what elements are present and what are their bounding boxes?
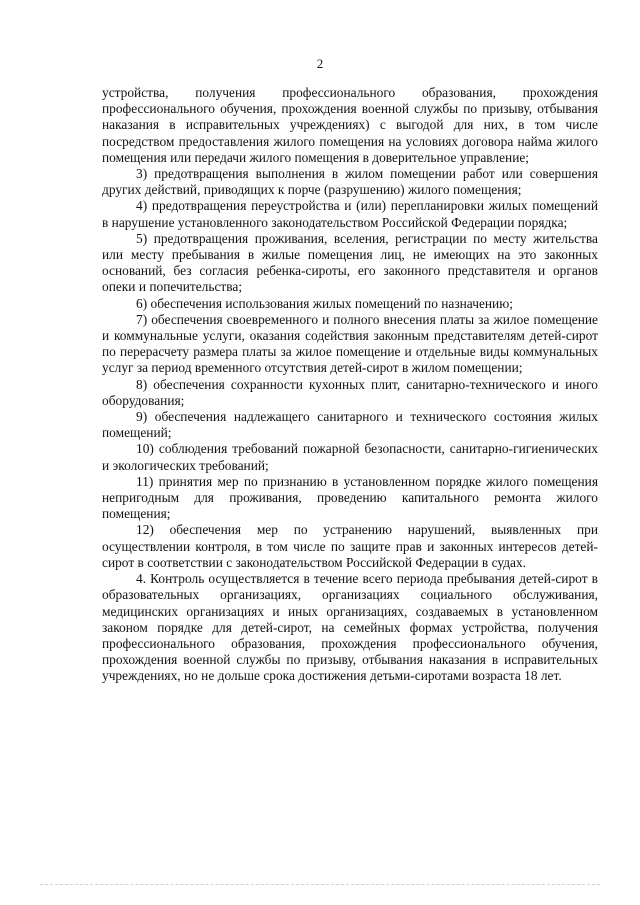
page-number: 2 <box>316 56 324 71</box>
scan-edge-line <box>40 884 600 885</box>
paragraph-item-7: 7) обеспечения своевременного и полного внесения платы за жилое помещение и коммунальные услуги, оказания содействия законным представителям детей-сирот по перерасчету размера платы за жилое помещение и отдельные виды коммунальных услуг за период временного отсутствия детей-сирот в жилом помещении; <box>102 311 598 376</box>
paragraph-continuation: устройства, получения профессионального образования, прохождения профессионального обучения, прохождения военной службы по призыву, отбывания наказания в исправительных учреждениях) с выгодой для них, в том числе посредством предоставления жилого помещения на условиях договора найма жилого помещения или передачи жилого помещения в доверительное управление; <box>102 85 598 165</box>
paragraph-item-9: 9) обеспечения надлежащего санитарного и технического состояния жилых помещений; <box>102 409 598 441</box>
paragraph-item-8: 8) обеспечения сохранности кухонных плит, санитарно-технического и иного оборудования; <box>102 376 598 408</box>
paragraph-item-3: 3) предотвращения выполнения в жилом помещении работ или совершения других действий, приводящих к порче (разрушению) жилого помещения; <box>102 166 598 198</box>
paragraph-item-10: 10) соблюдения требований пожарной безопасности, санитарно-гигиенических и экологических требований; <box>102 441 598 473</box>
paragraph-section-4: 4. Контроль осуществляется в течение всего периода пребывания детей-сирот в образовательных организациях, организациях социального обслуживания, медицинских организациях и иных организациях, создаваемых в установленном законом порядке для детей-сирот, на семейных формах устройства, получения профессионального образования, прохождения профессионального обучения, прохождения военной службы по призыву, отбывания наказания в исправительных учреждениях, но не дольше срока достижения детьми-сиротами возраста 18 лет. <box>102 571 598 684</box>
paragraph-item-6: 6) обеспечения использования жилых помещений по назначению; <box>136 295 513 311</box>
paragraph-item-11: 11) принятия мер по признанию в установленном порядке жилого помещения непригодным для проживания, проведению капитального ремонта жилого помещения; <box>102 473 598 522</box>
document-body <box>102 85 598 685</box>
paragraph-item-12: 12) обеспечения мер по устранению нарушений, выявленных при осуществлении контроля, в том числе по защите прав и законных интересов детей-сирот в соответствии с законодательством Российской Федерации в судах. <box>102 522 598 570</box>
paragraph-item-5: 5) предотвращения проживания, вселения, регистрации по месту жительства или месту пребывания в жилые помещения лиц, не имеющих на это законных оснований, без согласия ребенка-сироты, его законного представителя и органов опеки и попечительства; <box>102 230 598 295</box>
paragraph-item-4: 4) предотвращения переустройства и (или) перепланировки жилых помещений в нарушение установленного законодательством Российской Федерации порядка; <box>102 198 598 230</box>
